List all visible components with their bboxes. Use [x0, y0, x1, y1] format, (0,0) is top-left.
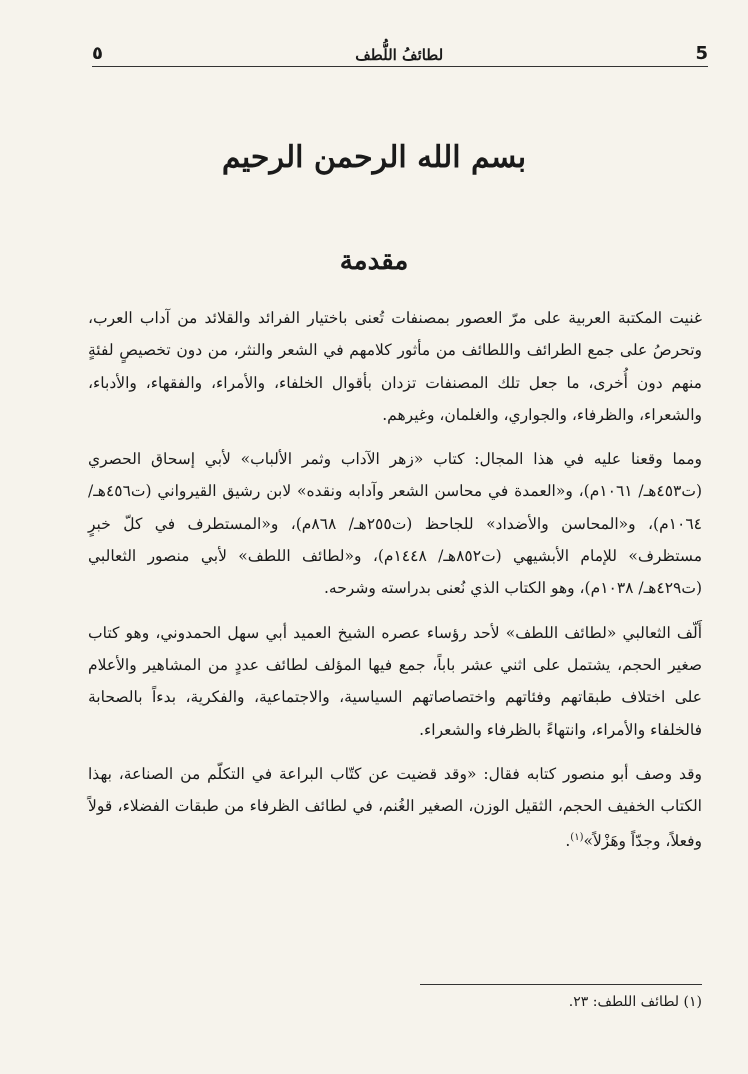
basmala-calligraphy: بسم الله الرحمن الرحيم: [221, 140, 527, 175]
running-header: [92, 38, 708, 64]
footnote-rule: [420, 984, 702, 985]
footnote: [88, 994, 702, 1010]
header-rule: [92, 66, 708, 67]
body-text: [88, 302, 702, 870]
paragraph-3: أَلّف الثعالبي «لطائف اللطف» لأحد رؤساء عصره الشيخ العميد أبي سهل الحمدوني، وهو كتاب صغير الحجم، يشتمل على اثني عشر باباً، جمع فيها المؤلف لطائف عددٍ من المشاهير والأعلام على اختلاف طبقاتهم وفئاتهم واختصاصاتهم السياسية، والاجتماعية، والفكرية، بدءاً بالصحابة فالخلفاء والأمراء، وانتهاءً بالظرفاء والشعراء.: [88, 623, 702, 739]
running-title: لطائفُ اللُّطف: [355, 46, 444, 64]
paragraph-4: وقد وصف أبو منصور كتابه فقال: «وقد قضيت عن كتّاب البراعة في التكلّم من الصناعة، بهذا الكتاب الخفيف الحجم، الثقيل الوزن، الصغير الغُنم، في لطائف الظرفاء من طبقات الفضلاء، قولاً وفعلاً، وجدّاً وهَزْلاً»$^{(١)}$.: [88, 764, 702, 851]
paragraph-2: ومما وقعنا عليه في هذا المجال: كتاب «زهر الآداب وثمر الألباب» لأبي إسحاق الحصري (ت٤٥٣هـ/ ١٠٦١م)، و«العمدة في محاسن الشعر وآدابه ونقده» لابن رشيق القيرواني (ت٤٥٦هـ/ ١٠٦٤م)، و«المحاسن والأضداد» للجاحظ (ت٢٥٥هـ/ ٨٦٨م)، و«المستطرف في كلّ خبرٍ مستظرف» للإمام الأبشيهي (ت٨٥٢هـ/ ١٤٤٨م)، و«لطائف اللطف» لأبي منصور الثعالبي (ت٤٢٩هـ/ ١٠٣٨م)، وهو الكتاب الذي نُعنى بدراسته وشرحه.: [88, 450, 702, 598]
footnote-reference: (١): [570, 832, 584, 844]
page-number-right: 5: [695, 43, 708, 64]
section-heading: مقدمة: [339, 246, 409, 276]
paragraph-4-text: وقد وصف أبو منصور كتابه فقال: «وقد قضيت عن كتّاب البراعة في التكلّم من الصناعة، بهذا الكتاب الخفيف الحجم، الثقيل الوزن، الصغير الغُنم، في لطائف الظرفاء من طبقات الفضلاء، قولاً وفعلاً، وجدّاً وهَزْلاً»: [88, 764, 702, 851]
footnote-marker: (١): [683, 994, 702, 1010]
footnote-text: لطائف اللطف: ٢٣.: [568, 994, 680, 1010]
page-number-left: ٥: [92, 43, 103, 64]
paragraph-1: غنيت المكتبة العربية على مرّ العصور بمصنفات تُعنى باختيار الفرائد والقلائد من آداب العرب، وتحرصُ على جمع الطرائف واللطائف من مأثور كلامهم في الشعر والنثر، من دون تخصيصٍ لفئةٍ منهم دون أُخرى، ما جعل تلك المصنفات تزدان بأقوال الخلفاء، والأمراء، والفقهاء، والأدباء، والشعراء، والظرفاء، والجواري، والغلمان، وغيرهم.: [88, 309, 702, 424]
